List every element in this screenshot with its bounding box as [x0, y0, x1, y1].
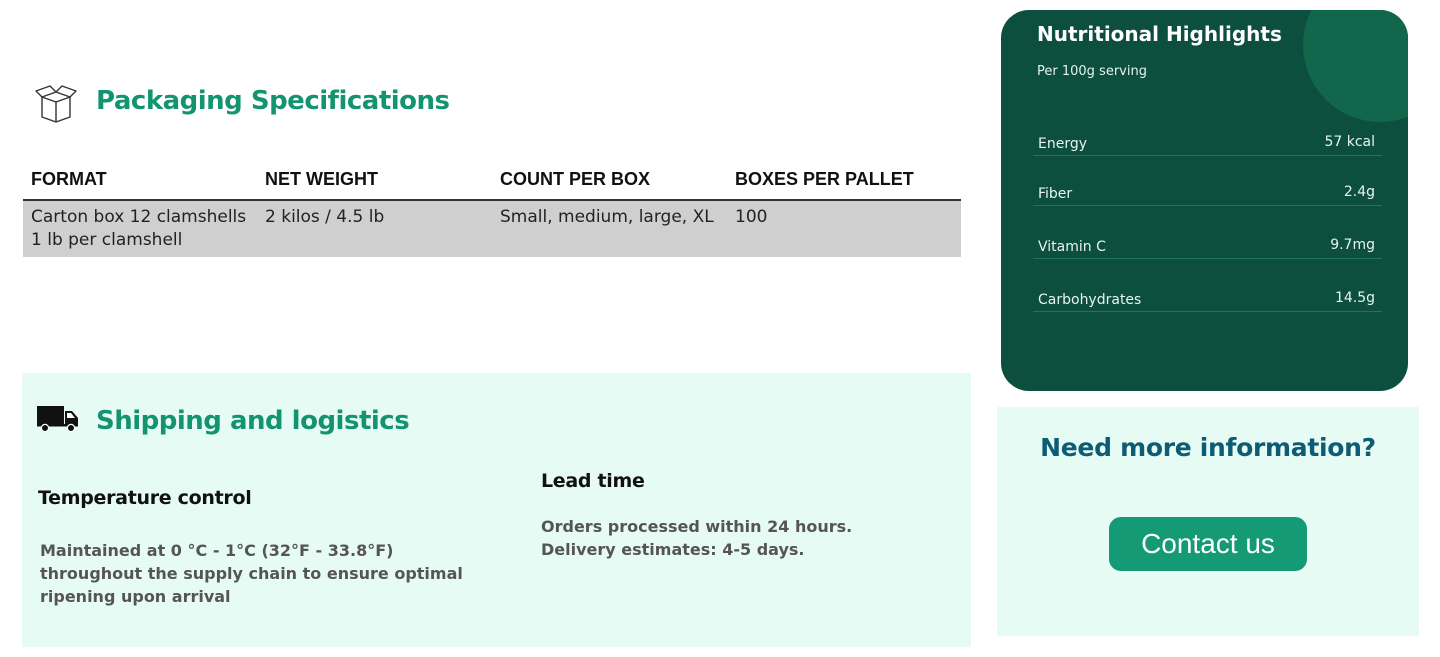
temperature-control-heading: Temperature control: [38, 487, 252, 509]
truck-icon: [36, 403, 80, 433]
cell-boxes-per-pallet: 100: [727, 200, 961, 257]
contact-section: [997, 407, 1419, 636]
packaging-title: Packaging Specifications: [96, 86, 450, 116]
table-header-row: [23, 160, 961, 200]
shipping-title: Shipping and logistics: [96, 406, 410, 436]
lead-time-text: Orders processed within 24 hours. Delivery estimates: 4-5 days.: [541, 517, 853, 559]
nutrition-row-vitamin-c: [1033, 228, 1382, 259]
nutrition-value: 57 kcal: [1324, 134, 1375, 150]
nutrition-label: Energy: [1038, 136, 1088, 152]
lead-time-heading: Lead time: [541, 470, 645, 492]
cell-net-weight: 2 kilos / 4.5 lb: [257, 200, 492, 257]
nutrition-value: 2.4g: [1343, 184, 1375, 200]
nutrition-row-carbohydrates: [1033, 281, 1382, 312]
column-header-net-weight: NET WEIGHT: [257, 160, 492, 200]
nutrition-title: Nutritional Highlights: [1037, 22, 1282, 46]
contact-us-button[interactable]: Contact us: [1109, 517, 1307, 571]
nutrition-subtitle: Per 100g serving: [1037, 64, 1147, 79]
format-line-2: 1 lb per clamshell: [31, 230, 183, 250]
contact-heading: Need more information?: [1040, 433, 1376, 462]
nutrition-label: Fiber: [1038, 186, 1073, 202]
nutrition-label: Vitamin C: [1038, 239, 1106, 255]
shipping-section: [22, 373, 971, 647]
format-line-1: Carton box 12 clamshells: [31, 207, 247, 227]
nutrition-label: Carbohydrates: [1038, 292, 1142, 308]
column-header-boxes-per-pallet: BOXES PER PALLET: [727, 160, 961, 200]
nutrition-value: 14.5g: [1334, 290, 1375, 306]
temperature-control-text: Maintained at 0 °C - 1°C (32°F - 33.8°F) throughout the supply chain to ensure optimal ripening upon arrival: [40, 541, 463, 606]
column-header-count-per-box: COUNT PER BOX: [492, 160, 727, 200]
packaging-spec-table: [23, 160, 961, 257]
cell-count-per-box: Small, medium, large, XL: [492, 200, 727, 257]
nutrition-row-fiber: [1033, 175, 1382, 206]
cell-format: [23, 200, 257, 257]
nutrition-value: 9.7mg: [1330, 237, 1375, 253]
decorative-circle: [1303, 10, 1408, 122]
column-header-format: FORMAT: [23, 160, 257, 200]
nutritional-highlights-card: [1001, 10, 1408, 391]
box-icon: [33, 80, 79, 126]
table-row: [23, 200, 961, 257]
nutrition-row-energy: [1033, 125, 1382, 156]
